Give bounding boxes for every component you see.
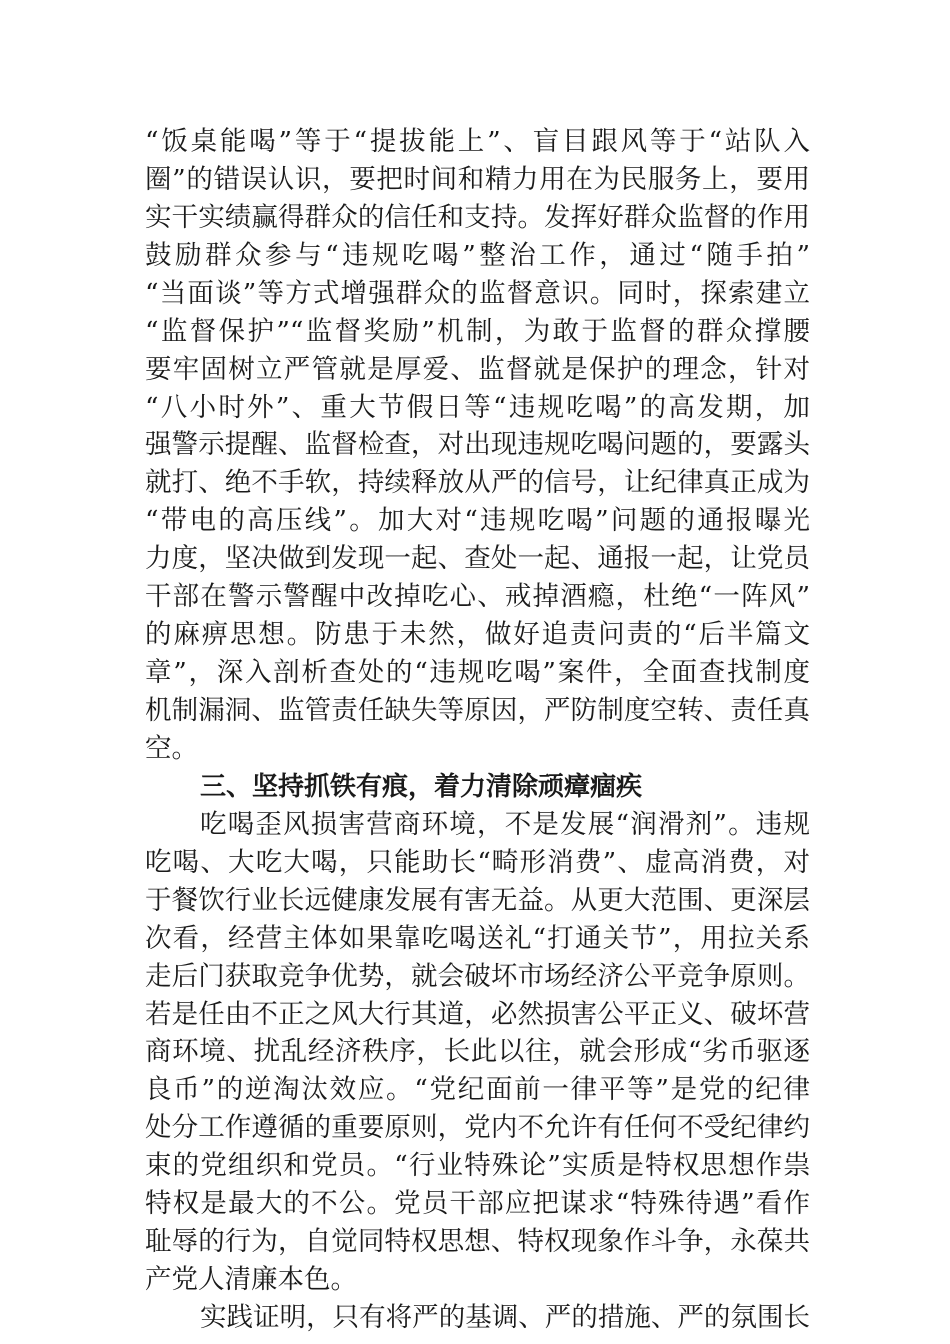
paragraph-line: 强警示提醒、监督检查，对出现违规吃喝问题的，要露头 [145, 429, 810, 461]
paragraph-line: 商环境、扰乱经济秩序，长此以往，就会形成“劣币驱逐 [145, 1036, 810, 1068]
paragraph-line: 处分工作遵循的重要原则，党内不允许有任何不受纪律约 [145, 1112, 810, 1144]
paragraph-line: “带电的高压线”。加大对“违规吃喝”问题的通报曝光 [145, 505, 810, 537]
paragraph-line: 章”，深入剖析查处的“违规吃喝”案件，全面查找制度 [145, 657, 810, 689]
paragraph-line: 机制漏洞、监管责任缺失等原因，严防制度空转、责任真 [145, 695, 810, 727]
paragraph-line: 鼓励群众参与“违规吃喝”整治工作，通过“随手拍” [145, 239, 810, 271]
paragraph-line: 吃喝歪风损害营商环境，不是发展“润滑剂”。违规 [200, 808, 810, 840]
paragraph-line: 力度，坚决做到发现一起、查处一起、通报一起，让党员 [145, 543, 810, 575]
paragraph-line: “监督保护”“监督奖励”机制，为敢于监督的群众撑腰 [145, 315, 810, 347]
paragraph-line: 走后门获取竞争优势，就会破坏市场经济公平竞争原则。 [145, 960, 810, 992]
paragraph-line: 的麻痹思想。防患于未然，做好追责问责的“后半篇文 [145, 619, 810, 651]
paragraph-line: 干部在警示警醒中改掉吃心、戒掉酒瘾，杜绝“一阵风” [145, 581, 810, 613]
paragraph-line: 特权是最大的不公。党员干部应把谋求“特殊待遇”看作 [145, 1188, 810, 1220]
paragraph-line: 产党人清廉本色。 [145, 1264, 357, 1296]
paragraph-line: 就打、绝不手软，持续释放从严的信号，让纪律真正成为 [145, 467, 810, 499]
paragraph-line: 要牢固树立严管就是厚爱、监督就是保护的理念，针对 [145, 353, 810, 385]
paragraph-line: 圈”的错误认识，要把时间和精力用在为民服务上，要用 [145, 163, 810, 195]
paragraph-line: “饭桌能喝”等于“提拔能上”、盲目跟风等于“站队入 [145, 126, 810, 157]
paragraph-line: 空。 [145, 732, 198, 764]
paragraph-line: 束的党组织和党员。“行业特殊论”实质是特权思想作祟 [145, 1150, 810, 1182]
paragraph-line: 实干实绩赢得群众的信任和支持。发挥好群众监督的作用 [145, 201, 810, 233]
paragraph-line: 于餐饮行业长远健康发展有害无益。从更大范围、更深层 [145, 884, 810, 916]
paragraph-line: 耻辱的行为，自觉同特权思想、特权现象作斗争，永葆共 [145, 1226, 810, 1258]
paragraph-line: 良币”的逆淘汰效应。“党纪面前一律平等”是党的纪律 [145, 1074, 810, 1106]
paragraph-line: 若是任由不正之风大行其道，必然损害公平正义、破坏营 [145, 998, 810, 1030]
paragraph-line: “八小时外”、重大节假日等“违规吃喝”的高发期，加 [145, 391, 810, 423]
paragraph-line: 吃喝、大吃大喝，只能助长“畸形消费”、虚高消费，对 [145, 846, 810, 878]
paragraph-line: 实践证明，只有将严的基调、严的措施、严的氛围长 [200, 1302, 810, 1333]
section-heading: 三、坚持抓铁有痕，着力清除顽瘴痼疾 [200, 771, 643, 802]
paragraph-line: “当面谈”等方式增强群众的监督意识。同时，探索建立 [145, 277, 810, 309]
paragraph-line: 次看，经营主体如果靠吃喝送礼“打通关节”，用拉关系 [145, 922, 810, 954]
